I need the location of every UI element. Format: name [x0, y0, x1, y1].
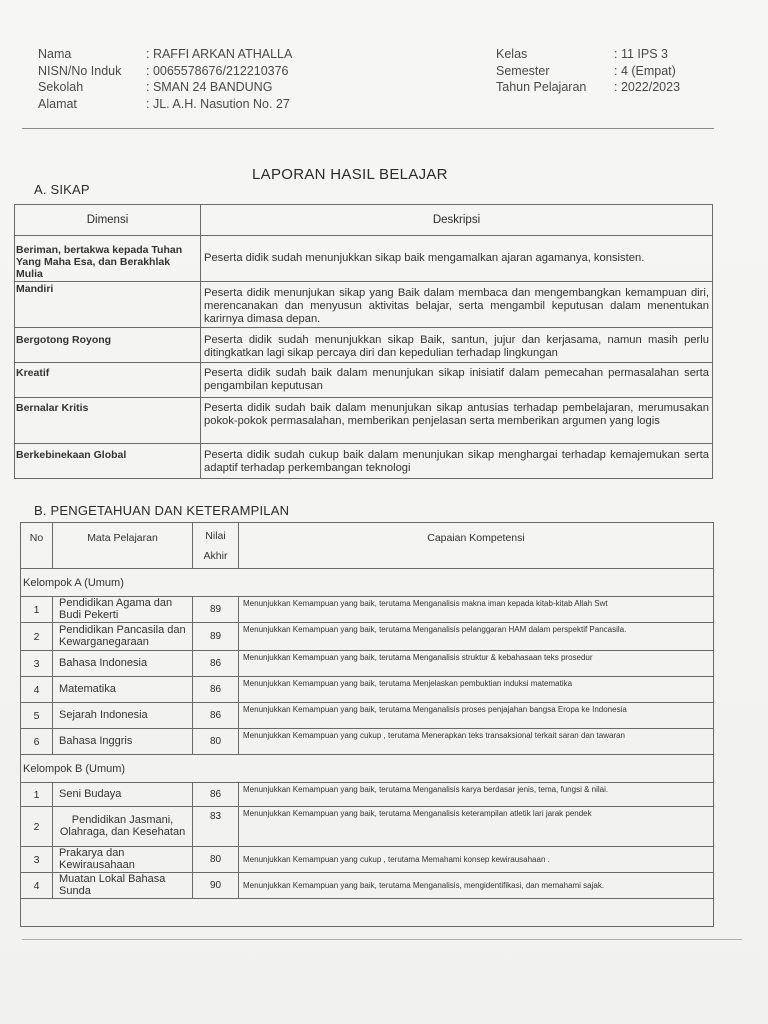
final-score: 80 [193, 847, 239, 873]
dimension-cell: Kreatif [15, 363, 201, 398]
address-label: Alamat [38, 96, 77, 111]
competency-text: Menunjukkan Kemampuan yang baik, terutama Menjelaskan pembuktian induksi matematika [239, 677, 714, 703]
dimension-cell: Mandiri [15, 282, 201, 328]
dimension-cell: Bernalar Kritis [15, 398, 201, 444]
report-title: LAPORAN HASIL BELAJAR [252, 166, 448, 183]
final-score: 80 [193, 729, 239, 755]
table-row [15, 236, 713, 282]
section-b-title: B. PENGETAHUAN DAN KETERAMPILAN [34, 503, 290, 518]
competency-text: Menunjukkan Kemampuan yang cukup , terutama Menerapkan teks transaksional terkait saran dan tawaran [239, 729, 714, 755]
subject-name: Muatan Lokal Bahasa Sunda [53, 873, 193, 899]
student-identity-left [38, 46, 292, 112]
final-score: 89 [193, 623, 239, 651]
row-number: 2 [21, 623, 53, 651]
table-row [21, 677, 714, 703]
subject-name: Bahasa Indonesia [53, 651, 193, 677]
row-number: 1 [21, 597, 53, 623]
dimension-cell: Berkebinekaan Global [15, 444, 201, 479]
nisn-label: NISN/No Induk [38, 63, 122, 78]
table-row [21, 847, 714, 873]
final-score: 86 [193, 703, 239, 729]
nisn-value: : 0065578676/212210376 [146, 63, 289, 78]
section-a-title: A. SIKAP [34, 182, 90, 197]
class-value: : 11 IPS 3 [614, 47, 668, 61]
row-number: 1 [21, 783, 53, 807]
table-row [21, 597, 714, 623]
table-row [21, 703, 714, 729]
school-value: : SMAN 24 BANDUNG [146, 80, 273, 94]
table-row [21, 623, 714, 651]
empty-cell [21, 899, 714, 927]
dimension-header: Dimensi [15, 205, 201, 236]
name-label: Nama [38, 47, 72, 61]
description-cell: Peserta didik sudah menunjukkan sikap Baik, santun, jujur dan kerjasama, namun masih perlu ditingkatkan lagi sikap percaya diri dan kepedulian terhadap lingkungan [201, 328, 713, 363]
final-score-header [193, 523, 239, 569]
table-row [21, 807, 714, 847]
student-identity-right [496, 46, 680, 96]
description-cell: Peserta didik sudah menunjukkan sikap baik mengamalkan ajaran agamanya, konsisten. [201, 236, 713, 282]
address-value: : JL. A.H. Nasution No. 27 [146, 96, 290, 111]
table-row [21, 651, 714, 677]
row-number: 3 [21, 651, 53, 677]
competency-header: Capaian Kompetensi [239, 523, 714, 569]
table-row [15, 282, 713, 328]
semester-label: Semester [496, 63, 550, 78]
row-number: 2 [21, 807, 53, 847]
subject-name: Sejarah Indonesia [53, 703, 193, 729]
table-row [15, 398, 713, 444]
row-number: 5 [21, 703, 53, 729]
competency-text: Menunjukkan Kemampuan yang baik, terutama Menganalisis proses penjajahan bangsa Eropa ke Indonesia [239, 703, 714, 729]
final-score: 83 [193, 807, 239, 847]
competency-text: Menunjukkan Kemampuan yang baik, terutama Menganalisis makna iman kepada kitab-kitab Allah Swt [239, 597, 714, 623]
subject-name: Pendidikan Jasmani, Olahraga, dan Kesehatan [53, 807, 193, 847]
knowledge-skills-table [20, 522, 714, 927]
description-cell: Peserta didik menunjukan sikap yang Baik dalam membaca dan mengembangkan kemampuan diri, merencanakan dan menyusun aktivitas belajar, serta mengambil keputusan dalam menentukan karirnya dimasa depan. [201, 282, 713, 328]
dimension-cell: Bergotong Royong [15, 328, 201, 363]
dimension-cell: Beriman, bertakwa kepada Tuhan Yang Maha Esa, dan Berakhlak Mulia [15, 236, 201, 282]
final-score-header-line2: Akhir [203, 550, 228, 562]
table-row [15, 328, 713, 363]
footer-divider [22, 939, 742, 940]
group-a-label: Kelompok A (Umum) [21, 569, 714, 597]
competency-text: Menunjukkan Kemampuan yang baik, terutama Menganalisis karya berdasar jenis, tema, fungsi & nilai. [239, 783, 714, 807]
row-number: 4 [21, 677, 53, 703]
year-label: Tahun Pelajaran [496, 80, 587, 94]
final-score: 86 [193, 677, 239, 703]
final-score: 89 [193, 597, 239, 623]
subject-name: Pendidikan Agama dan Budi Pekerti [53, 597, 193, 623]
subject-name: Prakarya dan Kewirausahaan [53, 847, 193, 873]
table-footer-row [21, 899, 714, 927]
semester-value: : 4 (Empat) [614, 63, 676, 78]
name-value: : RAFFI ARKAN ATHALLA [146, 47, 293, 61]
header-divider [22, 128, 714, 129]
competency-text: Menunjukkan Kemampuan yang baik, terutama Menganalisis keterampilan atletik lari jarak pendek [239, 807, 714, 847]
group-a-row [21, 569, 714, 597]
table-row [21, 873, 714, 899]
final-score: 90 [193, 873, 239, 899]
subject-header: Mata Pelajaran [53, 523, 193, 569]
row-number: 6 [21, 729, 53, 755]
subject-name: Seni Budaya [53, 783, 193, 807]
final-score-header-line1: Nilai [205, 530, 226, 542]
subject-name: Matematika [53, 677, 193, 703]
description-cell: Peserta didik sudah cukup baik dalam menunjukan sikap menghargai terhadap kemajemukan serta adaptif terhadap perkembangan teknologi [201, 444, 713, 479]
competency-text: Menunjukkan Kemampuan yang baik, terutama Menganalisis, mengidentifikasi, dan memahami sajak. [239, 873, 714, 899]
attitude-table [14, 204, 713, 479]
final-score: 86 [193, 783, 239, 807]
table-row [21, 729, 714, 755]
group-b-label: Kelompok B (Umum) [21, 755, 714, 783]
table-row [21, 783, 714, 807]
table-row [15, 444, 713, 479]
school-label: Sekolah [38, 80, 84, 94]
description-cell: Peserta didik sudah baik dalam menunjukan sikap inisiatif dalam pemecahan permasalahan serta pengambilan keputusan [201, 363, 713, 398]
competency-text: Menunjukkan Kemampuan yang cukup , terutama Memahami konsep kewirausahaan . [239, 847, 714, 873]
subject-name: Pendidikan Pancasila dan Kewarganegaraan [53, 623, 193, 651]
competency-text: Menunjukkan Kemampuan yang baik, terutama Menganalisis struktur & kebahasaan teks prosedur [239, 651, 714, 677]
final-score: 86 [193, 651, 239, 677]
row-number: 3 [21, 847, 53, 873]
description-cell: Peserta didik sudah baik dalam menunjukan sikap antusias terhadap pembelajaran, merumusakan pokok-pokok permasalahan, memberikan penjelasan serta memberikan argumen yang logis [201, 398, 713, 444]
subject-name: Bahasa Inggris [53, 729, 193, 755]
class-label: Kelas [496, 47, 528, 61]
year-value: : 2022/2023 [614, 80, 681, 94]
no-header: No [21, 523, 53, 569]
description-header: Deskripsi [201, 205, 713, 236]
table-row [15, 363, 713, 398]
group-b-row [21, 755, 714, 783]
competency-text: Menunjukkan Kemampuan yang baik, terutama Menganalisis pelanggaran HAM dalam perspektif Pancasila. [239, 623, 714, 651]
row-number: 4 [21, 873, 53, 899]
